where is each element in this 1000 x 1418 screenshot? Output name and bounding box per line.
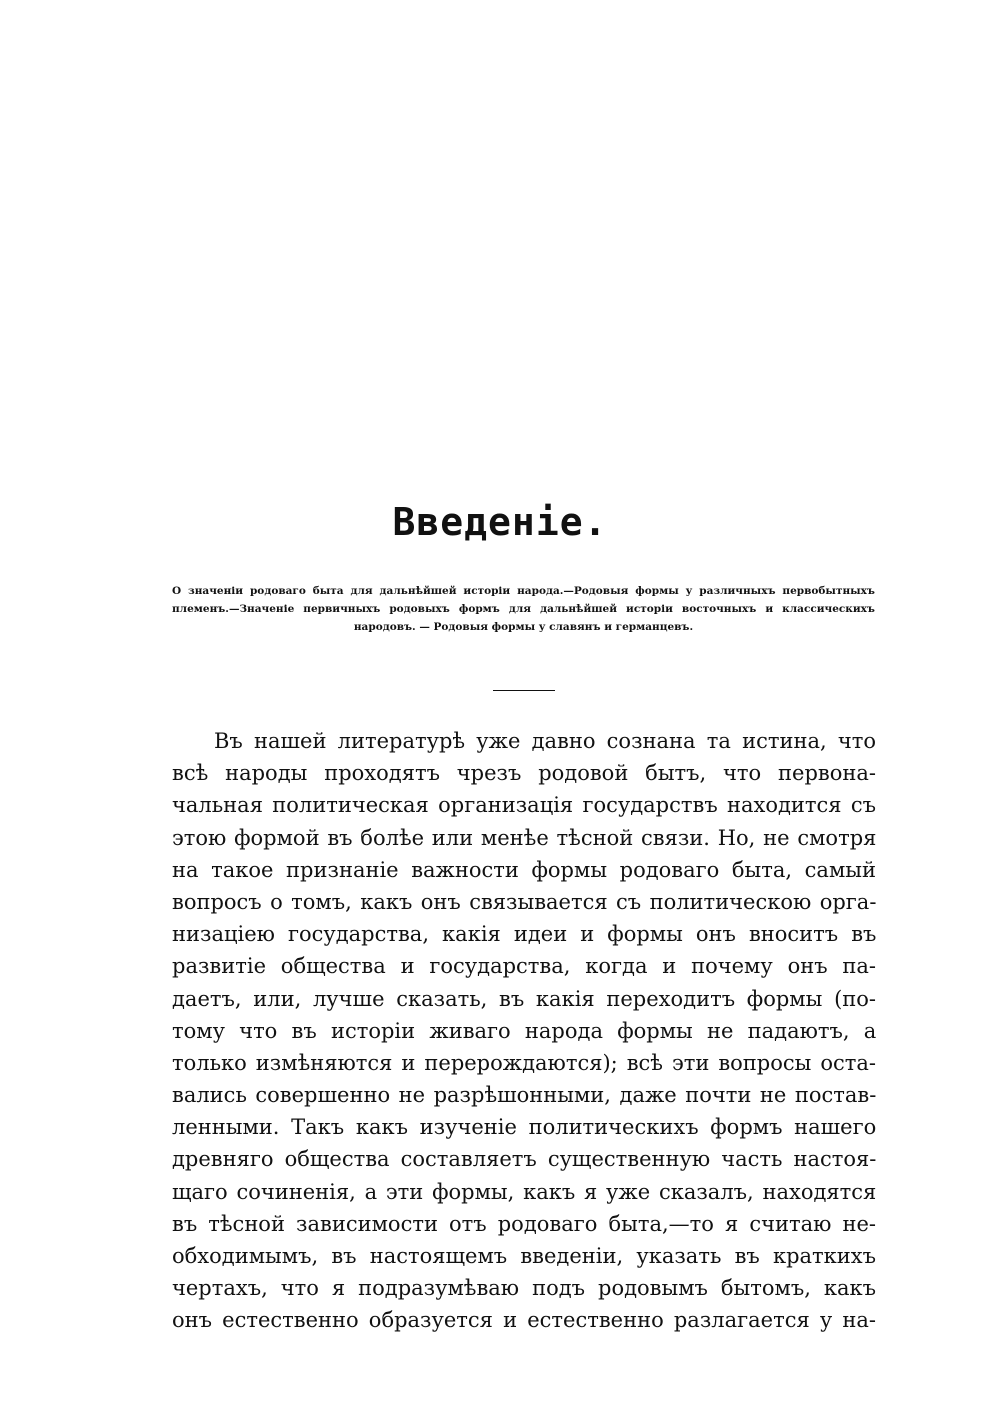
text-line: низаціею государства, какія идеи и формы онъ вноситъ въ xyxy=(172,922,877,947)
text-line: тому что въ исторіи живаго народа формы не падаютъ, а xyxy=(172,1018,877,1043)
text-line: обходимымъ, въ настоящемъ введеніи, указать въ краткихъ xyxy=(172,1244,876,1268)
text-line: развитіе общества и государства, когда и почему онъ па- xyxy=(172,954,876,979)
text-line: ленными. Такъ какъ изученіе политическихъ формъ нашего xyxy=(172,1115,877,1140)
text-line: древняго общества составляетъ существенную часть настоя- xyxy=(172,1147,877,1172)
text-line: вопросъ о томъ, какъ онъ связывается съ политическою орга- xyxy=(172,889,877,914)
text-line: всѣ народы проходятъ чрезъ родовой бытъ, что первона- xyxy=(172,761,876,786)
text-line: вались совершенно не разрѣшонными, даже почти не постав- xyxy=(172,1083,877,1108)
chapter-summary: О значеніи родоваго быта для дальнѣйшей исторіи народа.—Родовыя формы у различныхъ первобытныхъ племенъ.—Значеніе первичныхъ родовыхъ формъ для дальнѣйшей исторіи восточныхъ и классическихъ народовъ. — Родовыя формы у славянъ и германцевъ. xyxy=(172,585,875,633)
text-line: щаго сочиненія, а эти формы, какъ я уже сказалъ, находятся xyxy=(172,1179,877,1204)
body-text xyxy=(172,725,876,1337)
text-line: на такое признаніе важности формы родоваго быта, самый xyxy=(172,857,876,882)
text-line: этою формой въ болѣе или менѣе тѣсной связи. Но, не смотря xyxy=(172,825,877,850)
chapter-title: Введеніе. xyxy=(392,500,608,544)
text-line: чальная политическая организація государствъ находится съ xyxy=(172,793,876,818)
text-line: даетъ, или, лучше сказать, въ какія переходитъ формы (по- xyxy=(172,986,876,1011)
section-divider xyxy=(493,690,555,691)
text-line: чертахъ, что я подразумѣваю подъ родовымъ бытомъ, какъ xyxy=(172,1276,876,1301)
text-line: Въ нашей литературѣ уже давно сознана та истина, что xyxy=(214,729,876,753)
text-line: онъ естественно образуется и естественно разлагается у на- xyxy=(172,1308,876,1333)
text-line: въ тѣсной зависимости отъ родоваго быта,—то я считаю не- xyxy=(172,1211,876,1236)
text-line: только измѣняются и перерождаются); всѣ эти вопросы оста- xyxy=(172,1050,876,1075)
